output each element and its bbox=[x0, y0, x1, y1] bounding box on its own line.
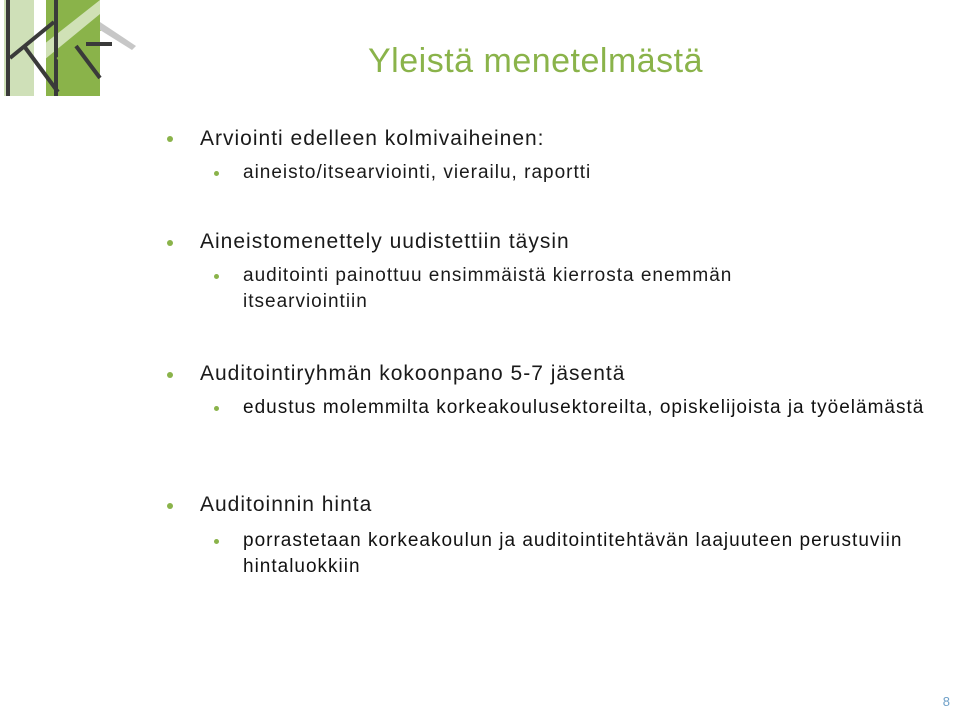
sub-bullet-dot-3 bbox=[214, 406, 219, 411]
sub-bullet-2-1: auditointi painottuu ensimmäistä kierrosta enemmän itsearviointiin bbox=[243, 265, 733, 312]
slide-title: Yleistä menetelmästä bbox=[368, 42, 704, 80]
bullet-4: Auditoinnin hinta bbox=[200, 493, 373, 516]
bullet-2: Aineistomenettely uudistettiin täysin bbox=[200, 230, 570, 253]
sub-bullet-1-1: aineisto/itsearviointi, vierailu, raportti bbox=[243, 162, 592, 183]
bullet-1: Arviointi edelleen kolmivaiheinen: bbox=[200, 127, 545, 150]
bullet-dot-3 bbox=[167, 372, 173, 378]
logo-icon bbox=[0, 0, 140, 96]
bullet-dot-4 bbox=[167, 503, 173, 509]
page-number: 8 bbox=[942, 694, 950, 709]
bullet-3: Auditointiryhmän kokoonpano 5-7 jäsentä bbox=[200, 362, 626, 385]
sub-bullet-dot-4 bbox=[214, 539, 219, 544]
sub-bullet-4-1: porrastetaan korkeakoulun ja auditointitehtävän laajuuteen perustuviin hintaluokkiin bbox=[243, 530, 903, 577]
sub-bullet-dot-2 bbox=[214, 274, 219, 279]
bullet-dot-1 bbox=[167, 136, 173, 142]
sub-bullet-3-1: edustus molemmilta korkeakoulusektoreilta, opiskelijoista ja työelämästä bbox=[243, 397, 925, 418]
sub-bullet-dot-1 bbox=[214, 171, 219, 176]
bullet-dot-2 bbox=[167, 240, 173, 246]
